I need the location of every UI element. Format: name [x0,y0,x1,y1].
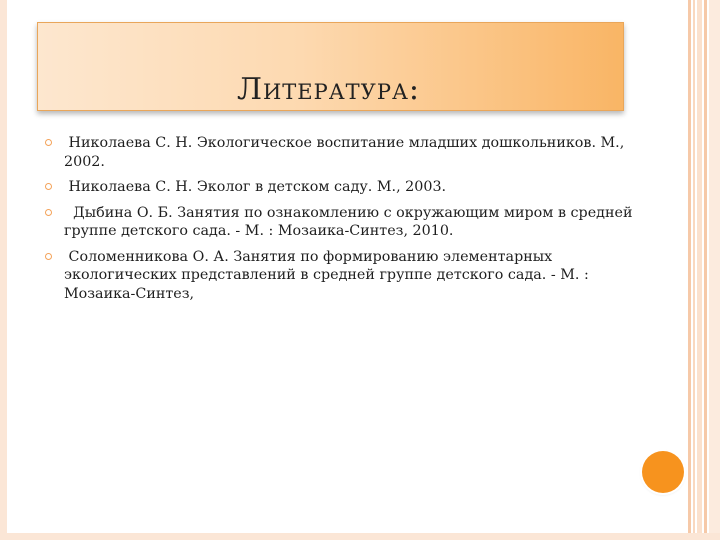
slide-title: Литература: [236,72,420,107]
bullet-icon [45,183,52,190]
list-item [45,248,635,304]
stripe [697,0,702,540]
bottom-edge-band [0,533,720,540]
bullet-list [45,134,638,310]
stripe [709,0,720,540]
bullet-text: Соломенникова О. А. Занятия по формированию элементарных экологических представлений в средней группе детского сада. - М. : Мозаика-Синтез, [64,248,594,302]
right-decorative-stripes [688,0,720,540]
stripe [693,0,695,540]
stripe [704,0,707,540]
orange-circle-icon [642,451,684,493]
left-edge-band [0,0,7,540]
bullet-icon [45,139,52,146]
bullet-icon [45,209,52,216]
bullet-icon [45,253,52,260]
bullet-text: Николаева С. Н. Экологическое воспитание младших дошкольников. М., 2002. [64,135,629,170]
stripe [688,0,691,540]
list-item [45,134,635,171]
title-banner [37,22,624,111]
list-item [45,204,638,241]
bullet-text: Дыбина О. Б. Занятия по ознакомлению с окружающим миром в средней группе детского сада. - М. : Мозаика-Синтез, 2010. [64,204,638,239]
bullet-text: Николаева С. Н. Эколог в детском саду. М., 2003. [64,179,447,195]
list-item [45,178,635,197]
